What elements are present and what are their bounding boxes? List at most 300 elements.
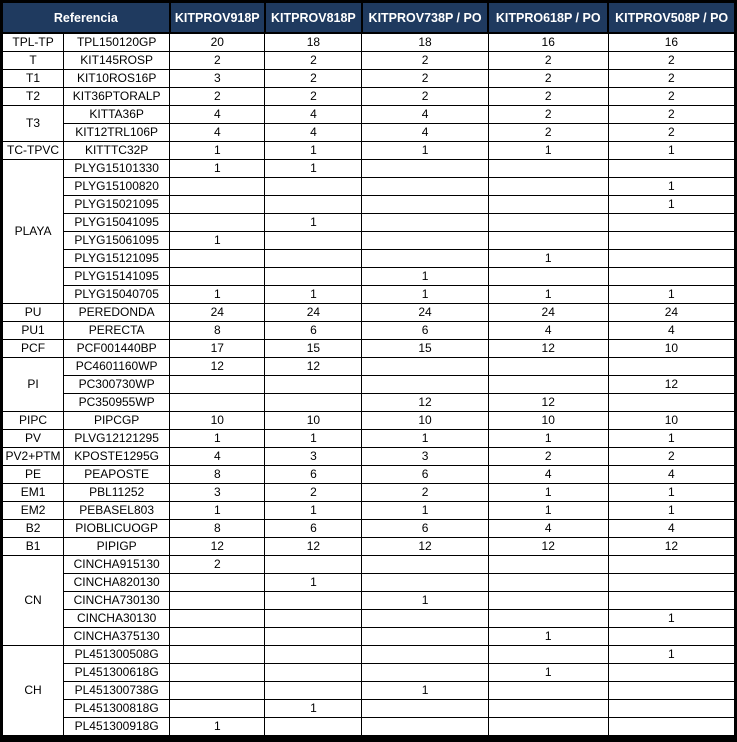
quantity-cell: 24 xyxy=(488,304,608,322)
quantity-cell: 4 xyxy=(488,520,608,538)
table-row xyxy=(2,700,736,718)
quantity-cell: 2 xyxy=(608,52,735,70)
quantity-cell xyxy=(488,646,608,664)
reference-cell: PLYG15021095 xyxy=(64,196,170,214)
quantity-cell xyxy=(362,574,488,592)
quantity-cell: 1 xyxy=(362,502,488,520)
quantity-cell: 2 xyxy=(488,52,608,70)
quantity-cell: 15 xyxy=(362,340,488,358)
quantity-cell xyxy=(265,250,362,268)
table-row xyxy=(2,160,736,178)
quantity-cell: 2 xyxy=(170,52,265,70)
table-row xyxy=(2,214,736,232)
quantity-cell xyxy=(170,646,265,664)
quantity-cell: 1 xyxy=(362,142,488,160)
reference-cell: PIPCGP xyxy=(64,412,170,430)
quantity-cell xyxy=(608,160,735,178)
category-cell: PU xyxy=(2,304,64,322)
quantity-cell xyxy=(608,592,735,610)
reference-cell: CINCHA375130 xyxy=(64,628,170,646)
quantity-cell xyxy=(265,268,362,286)
quantity-cell: 1 xyxy=(170,160,265,178)
table-row xyxy=(2,484,736,502)
quantity-cell: 1 xyxy=(608,142,735,160)
category-cell: PE xyxy=(2,466,64,484)
quantity-cell: 1 xyxy=(608,430,735,448)
table-row xyxy=(2,628,736,646)
quantity-cell: 2 xyxy=(488,70,608,88)
quantity-cell xyxy=(170,178,265,196)
category-cell: T1 xyxy=(2,70,64,88)
quantity-cell: 2 xyxy=(265,52,362,70)
quantity-cell xyxy=(170,682,265,700)
reference-cell: CINCHA820130 xyxy=(64,574,170,592)
category-cell: EM1 xyxy=(2,484,64,502)
quantity-cell xyxy=(265,592,362,610)
table-row xyxy=(2,466,736,484)
quantity-cell: 2 xyxy=(608,448,735,466)
quantity-cell: 4 xyxy=(362,124,488,142)
quantity-cell: 1 xyxy=(362,268,488,286)
category-cell: TC-TPVC xyxy=(2,142,64,160)
quantity-cell: 6 xyxy=(265,466,362,484)
quantity-cell: 1 xyxy=(608,178,735,196)
quantity-cell: 3 xyxy=(170,484,265,502)
category-cell: EM2 xyxy=(2,502,64,520)
table-header xyxy=(2,2,736,34)
reference-cell: PLYG15061095 xyxy=(64,232,170,250)
quantity-cell xyxy=(265,646,362,664)
quantity-cell xyxy=(608,664,735,682)
quantity-cell xyxy=(170,664,265,682)
quantity-cell: 1 xyxy=(265,286,362,304)
table-row xyxy=(2,124,736,142)
table-row xyxy=(2,70,736,88)
reference-cell: CINCHA915130 xyxy=(64,556,170,574)
quantity-cell: 1 xyxy=(488,430,608,448)
quantity-cell xyxy=(488,610,608,628)
quantity-cell xyxy=(265,628,362,646)
quantity-cell xyxy=(488,232,608,250)
quantity-cell xyxy=(362,628,488,646)
table-row xyxy=(2,250,736,268)
quantity-cell: 1 xyxy=(170,232,265,250)
quantity-cell: 4 xyxy=(265,124,362,142)
quantity-cell xyxy=(362,250,488,268)
reference-cell: PL451300738G xyxy=(64,682,170,700)
quantity-cell: 10 xyxy=(170,412,265,430)
quantity-cell: 1 xyxy=(265,160,362,178)
table-row xyxy=(2,88,736,106)
table-row xyxy=(2,358,736,376)
quantity-cell: 18 xyxy=(265,33,362,52)
table-row xyxy=(2,52,736,70)
quantity-cell xyxy=(170,250,265,268)
quantity-cell: 17 xyxy=(170,340,265,358)
quantity-cell xyxy=(608,250,735,268)
quantity-cell: 4 xyxy=(488,466,608,484)
reference-cell: PLYG15041095 xyxy=(64,214,170,232)
quantity-cell xyxy=(170,196,265,214)
reference-cell: PEREDONDA xyxy=(64,304,170,322)
quantity-cell xyxy=(265,232,362,250)
table-row xyxy=(2,286,736,304)
quantity-cell: 16 xyxy=(488,33,608,52)
table-row xyxy=(2,430,736,448)
table-row xyxy=(2,592,736,610)
table-row xyxy=(2,646,736,664)
quantity-cell xyxy=(362,196,488,214)
quantity-cell: 4 xyxy=(608,466,735,484)
category-cell: PI xyxy=(2,358,64,412)
kit-column-header: KITPROV738P / PO xyxy=(362,2,488,34)
quantity-cell: 12 xyxy=(170,358,265,376)
reference-cell: TPL150120GP xyxy=(64,33,170,52)
category-cell: B1 xyxy=(2,538,64,556)
reference-cell: KITTTC32P xyxy=(64,142,170,160)
quantity-cell: 1 xyxy=(170,430,265,448)
quantity-cell: 1 xyxy=(170,142,265,160)
quantity-cell: 12 xyxy=(488,340,608,358)
quantity-cell: 2 xyxy=(170,88,265,106)
reference-cell: PERECTA xyxy=(64,322,170,340)
reference-cell: KIT36PTORALP xyxy=(64,88,170,106)
quantity-cell: 1 xyxy=(608,484,735,502)
category-cell: PV xyxy=(2,430,64,448)
quantity-cell: 4 xyxy=(265,106,362,124)
kit-column-header: KITPROV818P xyxy=(265,2,362,34)
quantity-cell xyxy=(488,574,608,592)
quantity-cell xyxy=(608,394,735,412)
category-cell: PV2+PTM xyxy=(2,448,64,466)
quantity-cell: 2 xyxy=(608,88,735,106)
quantity-cell xyxy=(488,178,608,196)
quantity-cell xyxy=(608,682,735,700)
quantity-cell: 1 xyxy=(265,502,362,520)
table-row xyxy=(2,196,736,214)
quantity-cell xyxy=(265,376,362,394)
quantity-cell: 1 xyxy=(170,718,265,737)
quantity-cell: 2 xyxy=(170,556,265,574)
reference-cell: PLYG15100820 xyxy=(64,178,170,196)
quantity-cell: 12 xyxy=(362,538,488,556)
quantity-cell: 1 xyxy=(488,484,608,502)
quantity-cell: 1 xyxy=(608,286,735,304)
quantity-cell: 12 xyxy=(488,394,608,412)
quantity-cell xyxy=(362,556,488,574)
quantity-cell xyxy=(362,178,488,196)
table-row xyxy=(2,178,736,196)
quantity-cell: 12 xyxy=(608,538,735,556)
reference-cell: PL451300508G xyxy=(64,646,170,664)
reference-cell: PBL11252 xyxy=(64,484,170,502)
quantity-cell: 2 xyxy=(488,106,608,124)
table-row xyxy=(2,268,736,286)
category-cell: CH xyxy=(2,646,64,737)
quantity-cell: 6 xyxy=(362,520,488,538)
quantity-cell xyxy=(265,556,362,574)
quantity-cell xyxy=(170,394,265,412)
table-row xyxy=(2,538,736,556)
quantity-cell: 10 xyxy=(488,412,608,430)
quantity-cell: 2 xyxy=(608,70,735,88)
quantity-cell: 1 xyxy=(488,250,608,268)
quantity-cell: 6 xyxy=(265,322,362,340)
reference-cell: PLYG15101330 xyxy=(64,160,170,178)
category-cell: T3 xyxy=(2,106,64,142)
quantity-cell xyxy=(362,610,488,628)
quantity-cell: 1 xyxy=(265,430,362,448)
quantity-cell: 8 xyxy=(170,520,265,538)
quantity-cell: 4 xyxy=(170,448,265,466)
reference-cell: PL451300918G xyxy=(64,718,170,737)
reference-cell: PC300730WP xyxy=(64,376,170,394)
table-row xyxy=(2,664,736,682)
quantity-cell xyxy=(362,160,488,178)
quantity-cell: 1 xyxy=(608,502,735,520)
category-cell: PCF xyxy=(2,340,64,358)
quantity-cell: 15 xyxy=(265,340,362,358)
quantity-cell: 10 xyxy=(608,412,735,430)
quantity-cell: 3 xyxy=(362,448,488,466)
quantity-cell: 12 xyxy=(265,538,362,556)
table-row xyxy=(2,502,736,520)
quantity-cell xyxy=(362,718,488,737)
reference-cell: PEAPOSTE xyxy=(64,466,170,484)
reference-cell: PIOBLICUOGP xyxy=(64,520,170,538)
quantity-cell: 4 xyxy=(488,322,608,340)
quantity-cell: 20 xyxy=(170,33,265,52)
quantity-cell xyxy=(608,700,735,718)
quantity-cell: 16 xyxy=(608,33,735,52)
quantity-cell: 12 xyxy=(608,376,735,394)
quantity-cell: 2 xyxy=(608,124,735,142)
quantity-cell: 1 xyxy=(265,214,362,232)
quantity-cell xyxy=(362,664,488,682)
quantity-cell: 2 xyxy=(488,88,608,106)
reference-cell: PEBASEL803 xyxy=(64,502,170,520)
category-cell: PU1 xyxy=(2,322,64,340)
quantity-cell: 2 xyxy=(265,484,362,502)
quantity-cell: 1 xyxy=(488,142,608,160)
quantity-cell: 1 xyxy=(265,574,362,592)
quantity-cell: 24 xyxy=(170,304,265,322)
reference-cell: CINCHA730130 xyxy=(64,592,170,610)
quantity-cell: 24 xyxy=(362,304,488,322)
quantity-cell: 2 xyxy=(265,88,362,106)
quantity-cell xyxy=(608,574,735,592)
table-row xyxy=(2,232,736,250)
quantity-cell xyxy=(265,394,362,412)
quantity-cell xyxy=(265,682,362,700)
quantity-cell xyxy=(488,160,608,178)
quantity-cell: 2 xyxy=(362,484,488,502)
quantity-cell: 4 xyxy=(608,322,735,340)
quantity-cell xyxy=(362,700,488,718)
quantity-cell xyxy=(608,214,735,232)
quantity-cell: 2 xyxy=(265,70,362,88)
reference-cell: PCF001440BP xyxy=(64,340,170,358)
quantity-cell: 1 xyxy=(362,592,488,610)
reference-cell: KIT10ROS16P xyxy=(64,70,170,88)
quantity-cell xyxy=(488,358,608,376)
quantity-cell: 4 xyxy=(608,520,735,538)
reference-cell: KIT145ROSP xyxy=(64,52,170,70)
category-cell: T xyxy=(2,52,64,70)
table-row xyxy=(2,448,736,466)
quantity-cell xyxy=(608,556,735,574)
quantity-cell: 10 xyxy=(608,340,735,358)
table-row xyxy=(2,106,736,124)
quantity-cell: 12 xyxy=(170,538,265,556)
quantity-cell xyxy=(488,196,608,214)
quantity-cell: 3 xyxy=(170,70,265,88)
quantity-cell xyxy=(362,214,488,232)
quantity-cell: 18 xyxy=(362,33,488,52)
kit-column-header: KITPROV508P / PO xyxy=(608,2,735,34)
quantity-cell: 1 xyxy=(170,502,265,520)
quantity-cell: 2 xyxy=(362,52,488,70)
table-row xyxy=(2,340,736,358)
category-cell: PLAYA xyxy=(2,160,64,304)
quantity-cell: 2 xyxy=(488,124,608,142)
quantity-cell: 1 xyxy=(488,628,608,646)
reference-cell: PC350955WP xyxy=(64,394,170,412)
reference-cell: PLYG15040705 xyxy=(64,286,170,304)
quantity-cell: 4 xyxy=(170,106,265,124)
quantity-cell xyxy=(488,214,608,232)
quantity-cell xyxy=(265,196,362,214)
table-row xyxy=(2,142,736,160)
quantity-cell: 1 xyxy=(488,502,608,520)
quantity-cell: 6 xyxy=(362,322,488,340)
reference-cell: PC4601160WP xyxy=(64,358,170,376)
quantity-cell xyxy=(170,592,265,610)
quantity-cell: 1 xyxy=(362,430,488,448)
table-body xyxy=(2,33,736,737)
quantity-cell xyxy=(362,232,488,250)
quantity-cell xyxy=(362,376,488,394)
table-row xyxy=(2,610,736,628)
category-cell: PIPC xyxy=(2,412,64,430)
kit-column-header: KITPROV918P xyxy=(170,2,265,34)
quantity-cell xyxy=(608,232,735,250)
quantity-cell xyxy=(608,358,735,376)
table-row xyxy=(2,682,736,700)
quantity-cell xyxy=(362,358,488,376)
quantity-cell: 1 xyxy=(265,142,362,160)
table-row xyxy=(2,376,736,394)
quantity-cell xyxy=(170,214,265,232)
quantity-cell: 1 xyxy=(265,700,362,718)
table-row xyxy=(2,394,736,412)
quantity-cell: 1 xyxy=(170,286,265,304)
quantity-cell: 12 xyxy=(265,358,362,376)
quantity-cell xyxy=(488,268,608,286)
table-row xyxy=(2,718,736,737)
quantity-cell xyxy=(170,700,265,718)
category-cell: CN xyxy=(2,556,64,646)
quantity-cell xyxy=(608,628,735,646)
quantity-cell xyxy=(488,700,608,718)
reference-cell: KIT12TRL106P xyxy=(64,124,170,142)
quantity-cell: 10 xyxy=(265,412,362,430)
quantity-cell: 1 xyxy=(488,286,608,304)
reference-cell: PL451300818G xyxy=(64,700,170,718)
table-row xyxy=(2,556,736,574)
table-row xyxy=(2,574,736,592)
table-row xyxy=(2,322,736,340)
quantity-cell: 10 xyxy=(362,412,488,430)
table-row xyxy=(2,304,736,322)
quantity-cell xyxy=(362,646,488,664)
quantity-cell: 1 xyxy=(362,682,488,700)
quantity-cell: 1 xyxy=(488,664,608,682)
quantity-cell xyxy=(488,718,608,737)
table-row xyxy=(2,412,736,430)
quantity-cell xyxy=(488,556,608,574)
quantity-cell: 6 xyxy=(265,520,362,538)
quantity-cell: 2 xyxy=(362,70,488,88)
quantity-cell: 6 xyxy=(362,466,488,484)
reference-cell: CINCHA30130 xyxy=(64,610,170,628)
quantity-cell: 1 xyxy=(608,196,735,214)
quantity-cell xyxy=(488,682,608,700)
reference-cell: PL451300618G xyxy=(64,664,170,682)
reference-cell: PLYG15141095 xyxy=(64,268,170,286)
table-row xyxy=(2,520,736,538)
quantity-cell xyxy=(265,178,362,196)
quantity-cell: 2 xyxy=(362,88,488,106)
category-cell: T2 xyxy=(2,88,64,106)
kit-column-header: KITPRO618P / PO xyxy=(488,2,608,34)
quantity-cell xyxy=(265,610,362,628)
quantity-cell: 1 xyxy=(362,286,488,304)
table-row xyxy=(2,33,736,52)
reference-cell: PLYG15121095 xyxy=(64,250,170,268)
quantity-cell xyxy=(608,268,735,286)
reference-cell: PLVG12121295 xyxy=(64,430,170,448)
referencia-column-header: Referencia xyxy=(2,2,170,34)
table-header-row xyxy=(2,2,736,34)
quantity-cell xyxy=(488,376,608,394)
category-cell: B2 xyxy=(2,520,64,538)
quantity-cell: 4 xyxy=(362,106,488,124)
quantity-cell xyxy=(488,592,608,610)
quantity-cell xyxy=(170,268,265,286)
category-cell: TPL-TP xyxy=(2,33,64,52)
quantity-cell xyxy=(608,718,735,737)
quantity-cell xyxy=(265,664,362,682)
quantity-cell: 8 xyxy=(170,466,265,484)
quantity-cell xyxy=(170,610,265,628)
quantity-cell: 24 xyxy=(608,304,735,322)
quantity-cell xyxy=(170,574,265,592)
quantity-cell xyxy=(170,376,265,394)
reference-cell: KPOSTE1295G xyxy=(64,448,170,466)
quantity-cell: 4 xyxy=(170,124,265,142)
quantity-cell xyxy=(170,628,265,646)
quantity-cell: 3 xyxy=(265,448,362,466)
quantity-cell xyxy=(265,718,362,737)
quantity-cell: 24 xyxy=(265,304,362,322)
quantity-cell: 8 xyxy=(170,322,265,340)
quantity-cell: 1 xyxy=(608,610,735,628)
reference-cell: KITTA36P xyxy=(64,106,170,124)
quantity-cell: 12 xyxy=(488,538,608,556)
quantity-cell: 12 xyxy=(362,394,488,412)
quantity-cell: 2 xyxy=(608,106,735,124)
